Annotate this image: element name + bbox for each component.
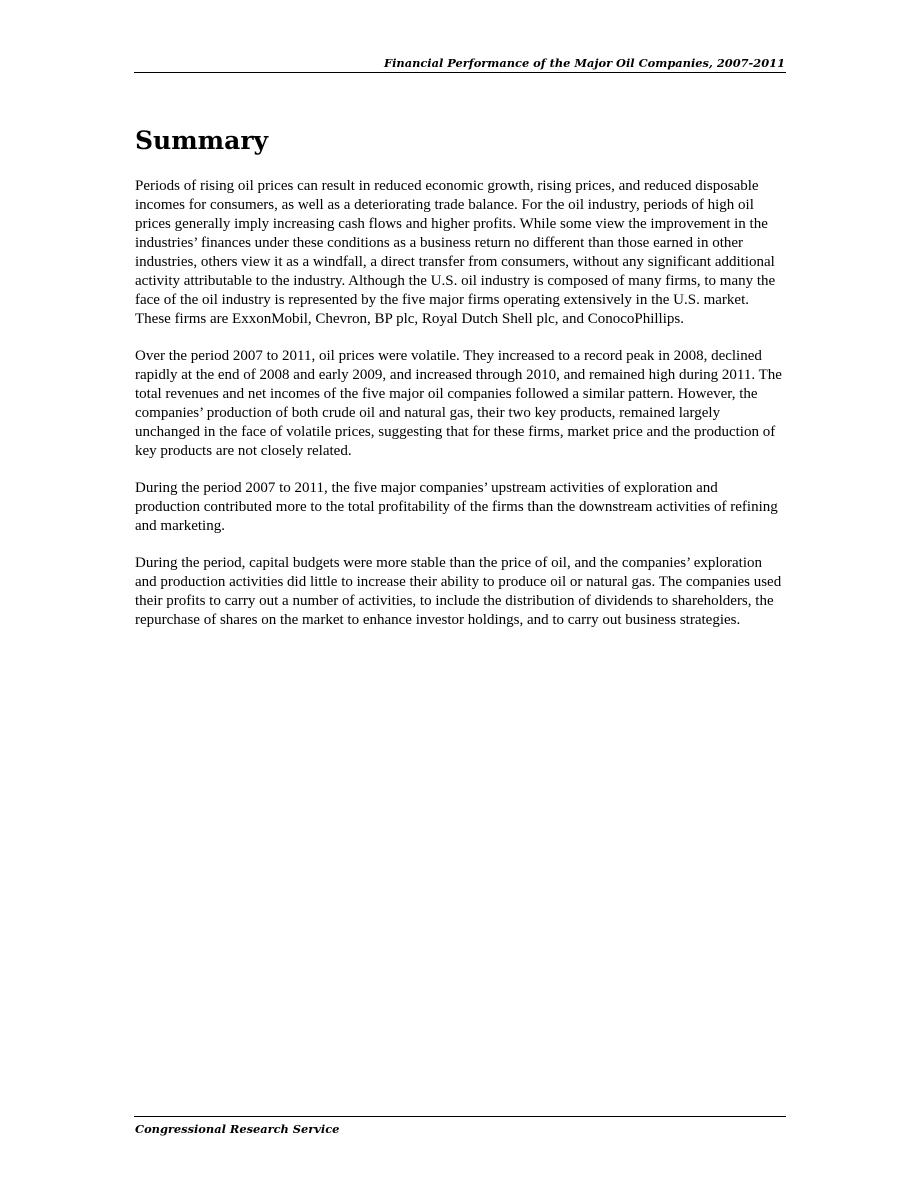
running-title: Financial Performance of the Major Oil Companies, 2007-2011 — [384, 56, 785, 70]
section-heading: Summary — [135, 126, 269, 155]
page-header — [134, 55, 786, 73]
summary-body — [135, 177, 785, 648]
paragraph-oil-price-effects: Periods of rising oil prices can result in reduced economic growth, rising prices, and reduced disposable incomes for consumers, as well as a deteriorating trade balance. For the oil industry, periods of high oil prices generally imply increasing cash flows and higher profits. While some view the improvement in the industries’ finances under these conditions as a business return no different than those earned in other industries, others view it as a windfall, a direct transfer from consumers, without any significant additional activity attributable to the industry. Although the U.S. oil industry is composed of many firms, to many the face of the oil industry is represented by the five major firms operating extensively in the U.S. market. These firms are ExxonMobil, Chevron, BP plc, Royal Dutch Shell plc, and ConocoPhillips. — [135, 178, 776, 327]
footer-organization: Congressional Research Service — [135, 1122, 340, 1136]
paragraph-capital-budgets: During the period, capital budgets were more stable than the price of oil, and the companies’ exploration and production activities did little to increase their ability to produce oil or natural gas. The companies used their profits to carry out a number of activities, to include the distribution of dividends to shareholders, the repurchase of shares on the market to enhance investor holdings, and to carry out business strategies. — [135, 555, 782, 628]
paragraph-price-volatility: Over the period 2007 to 2011, oil prices were volatile. They increased to a record peak in 2008, declined rapidly at the end of 2008 and early 2009, and increased through 2010, and remained high during 2011. The total revenues and net incomes of the five major oil companies followed a similar pattern. However, the companies’ production of both crude oil and natural gas, their two key products, remained largely unchanged in the face of volatile prices, suggesting that for these firms, market price and the production of key products are not closely related. — [135, 348, 782, 459]
page-footer — [134, 1116, 786, 1136]
paragraph-upstream-downstream: During the period 2007 to 2011, the five major companies’ upstream activities of exploration and production contributed more to the total profitability of the firms than the downstream activities of refining and marketing. — [135, 480, 778, 534]
